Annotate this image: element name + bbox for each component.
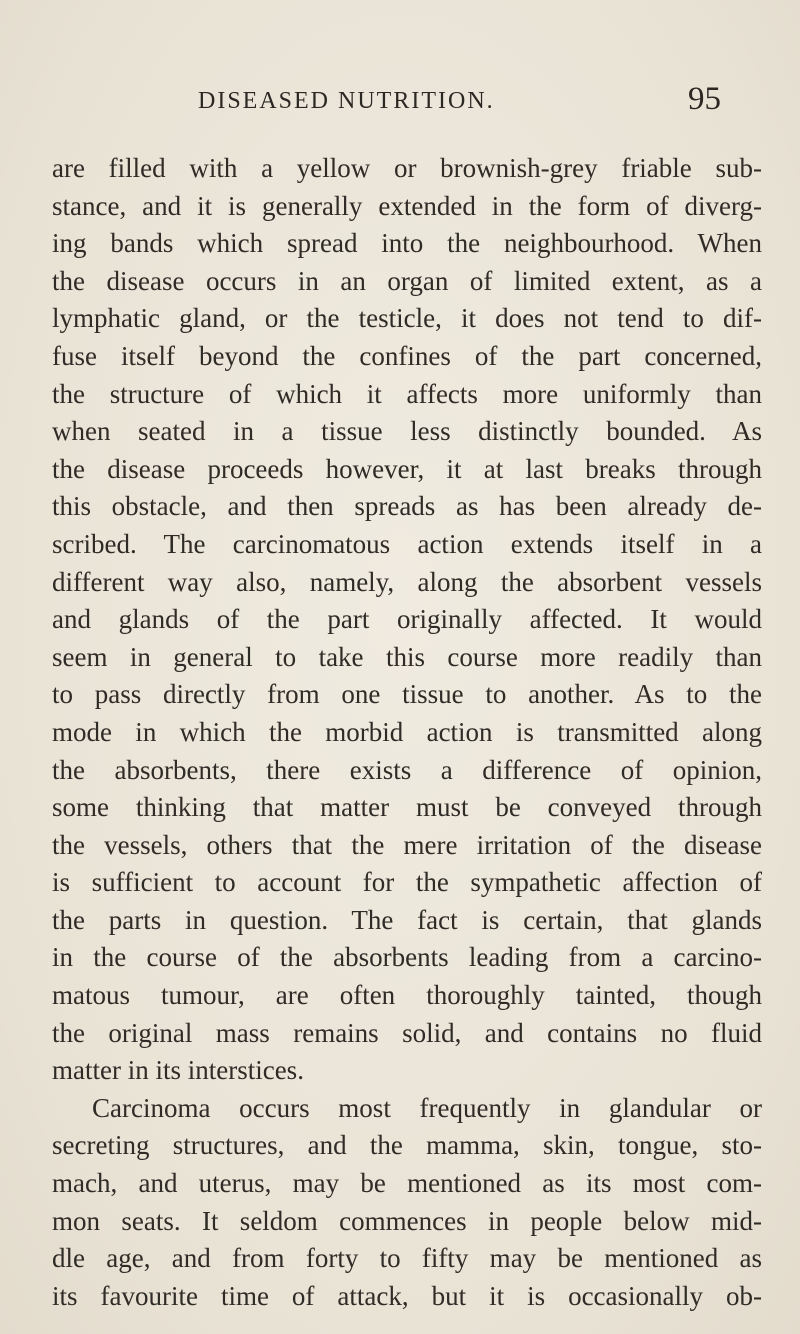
text-line: the disease occurs in an organ of limited extent, as a: [52, 265, 762, 296]
text-line: mode in which the morbid action is transmitted along: [52, 716, 762, 747]
text-line: the original mass remains solid, and contains no fluid: [52, 1017, 762, 1048]
text-line: different way also, namely, along the absorbent vessels: [52, 566, 762, 597]
text-line: ing bands which spread into the neighbourhood. When: [52, 228, 762, 259]
paragraph: [52, 150, 762, 1090]
page-number: 95: [688, 81, 721, 117]
text-line: the vessels, others that the mere irritation of the disease: [52, 829, 762, 860]
body-text: [52, 150, 762, 1315]
text-line: mach, and uterus, may be mentioned as its most com-: [52, 1168, 762, 1199]
text-line: Carcinoma occurs most frequently in glandular or: [92, 1092, 762, 1123]
text-line: when seated in a tissue less distinctly bounded. As: [52, 416, 762, 447]
running-title: DISEASED NUTRITION.: [198, 88, 495, 114]
text-line: the disease proceeds however, it at last breaks through: [52, 453, 762, 484]
text-line: dle age, and from forty to fifty may be mentioned as: [52, 1243, 762, 1274]
text-line: mon seats. It seldom commences in people below mid-: [52, 1205, 762, 1236]
text-line: its favourite time of attack, but it is occasionally ob-: [52, 1280, 762, 1311]
text-line: is sufficient to account for the sympathetic affection of: [52, 867, 762, 898]
text-line: lymphatic gland, or the testicle, it does not tend to dif-: [52, 303, 762, 334]
text-line: to pass directly from one tissue to another. As to the: [52, 679, 762, 710]
text-line: matous tumour, are often thoroughly tainted, though: [52, 980, 762, 1011]
text-line: are filled with a yellow or brownish-grey friable sub-: [52, 153, 762, 183]
text-line: the structure of which it affects more uniformly than: [52, 378, 762, 409]
text-line: in the course of the absorbents leading from a carcino-: [52, 942, 762, 973]
text-line: the absorbents, there exists a difference of opinion,: [52, 754, 762, 785]
text-line: secreting structures, and the mamma, skin, tongue, sto-: [52, 1130, 762, 1161]
text-line: some thinking that matter must be conveyed through: [52, 792, 762, 823]
running-head: [0, 78, 800, 118]
text-line: matter in its interstices.: [52, 1055, 304, 1086]
text-line: scribed. The carcinomatous action extends itself in a: [52, 528, 762, 559]
text-line: stance, and it is generally extended in the form of diverg-: [52, 190, 762, 221]
text-line: seem in general to take this course more readily than: [52, 641, 762, 672]
text-line: and glands of the part originally affected. It would: [52, 604, 762, 635]
text-line: the parts in question. The fact is certain, that glands: [52, 904, 762, 935]
text-line: this obstacle, and then spreads as has been already de-: [52, 491, 762, 522]
paragraph: [52, 1090, 762, 1316]
text-line: fuse itself beyond the confines of the part concerned,: [52, 340, 762, 371]
